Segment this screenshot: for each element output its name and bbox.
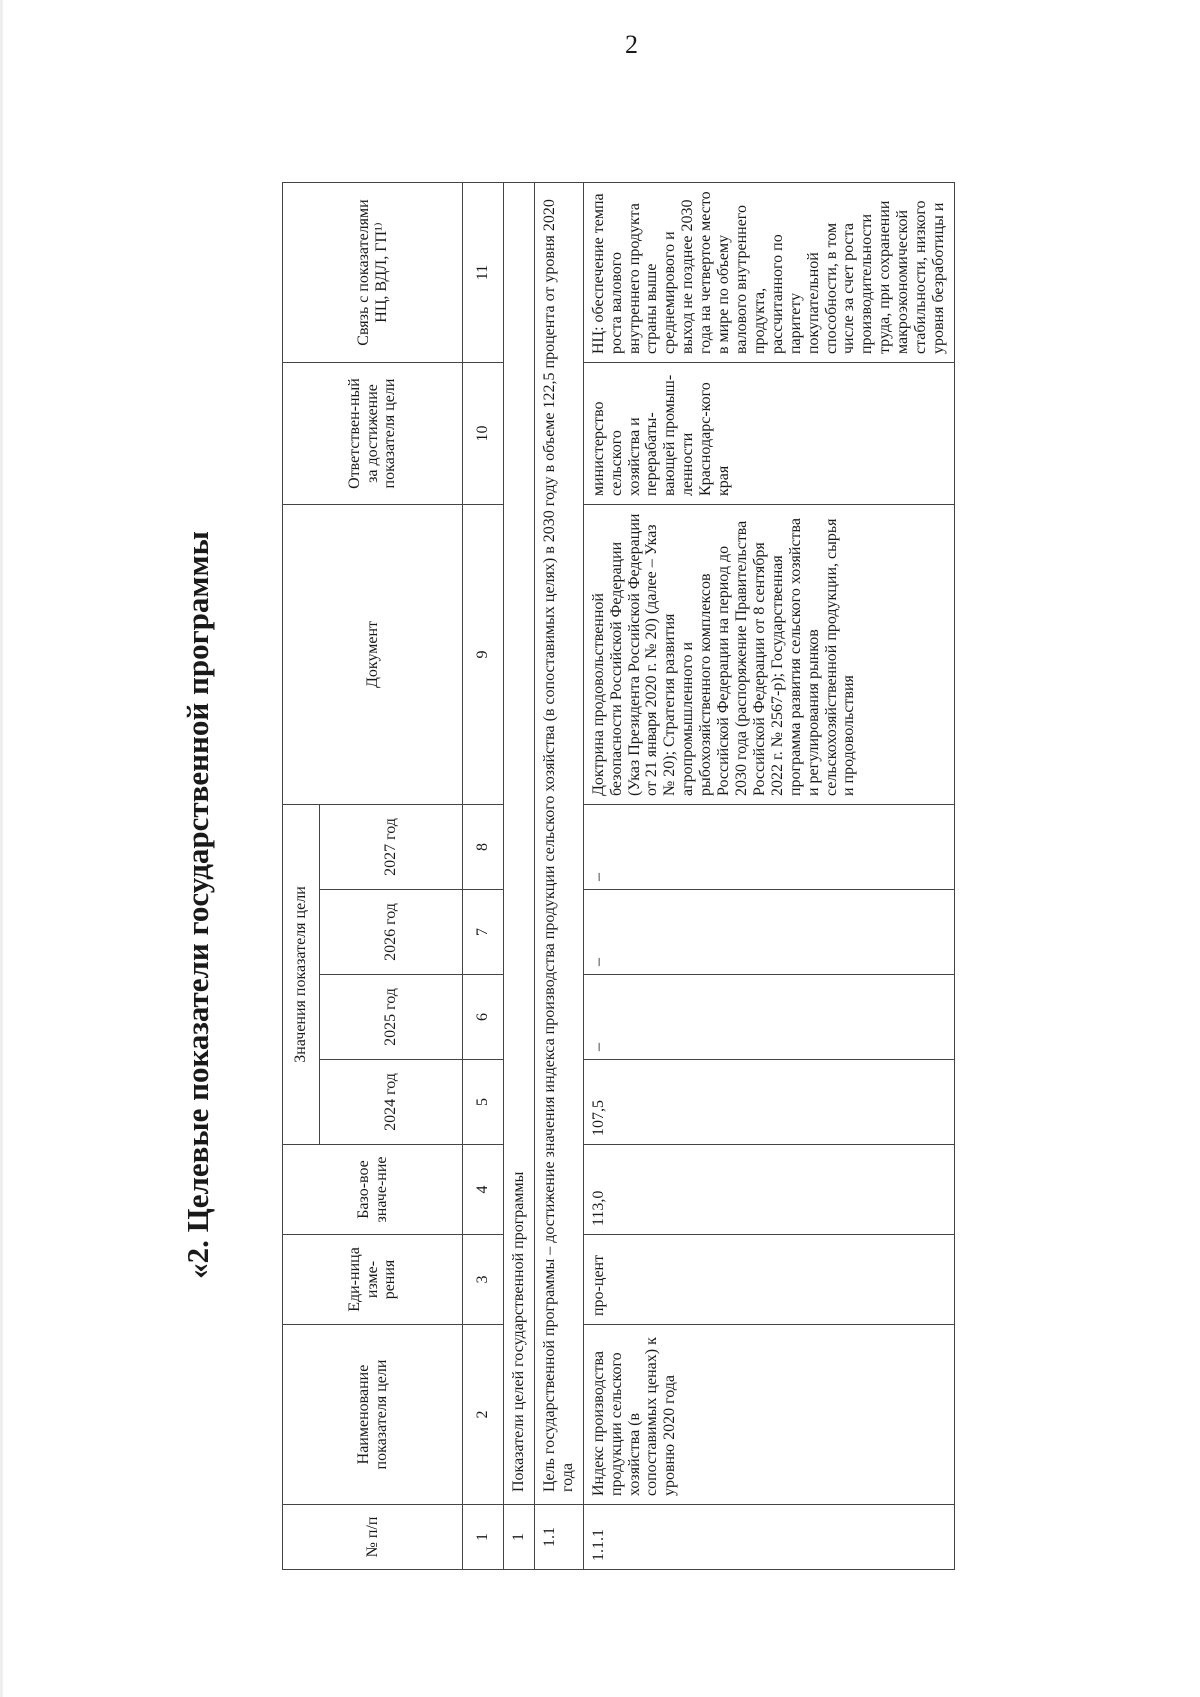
section-title: Показатели целей государственной программы xyxy=(504,183,535,1505)
header-year-2027: 2027 год xyxy=(320,805,463,890)
header-year-2026: 2026 год xyxy=(320,890,463,975)
table-row xyxy=(583,183,954,1570)
header-link: Связь с показателями НЦ, ВДЛ, ГП¹⁾ xyxy=(283,183,463,363)
header-name: Наименование показателя цели xyxy=(283,1325,463,1505)
header-num: № п/п xyxy=(283,1505,463,1570)
header-responsible: Ответствен-ный за достижение показателя цели xyxy=(283,363,463,505)
column-number-row xyxy=(463,183,504,1570)
row-value-2027: – xyxy=(583,805,954,890)
row-name: Индекс производства продукции сельского хозяйства (в сопоставимых ценах) к уровню 2020 года xyxy=(583,1325,954,1505)
column-number: 1 xyxy=(463,1505,504,1570)
column-number: 8 xyxy=(463,805,504,890)
row-responsible: министерство сельского хозяйства и перерабаты-вающей промыш-ленности Краснодарс-кого края xyxy=(583,363,954,505)
goal-row xyxy=(534,183,583,1570)
header-unit: Еди-ница изме-рения xyxy=(283,1235,463,1325)
rotated-page-content xyxy=(130,120,1070,1570)
row-value-2025: – xyxy=(583,975,954,1060)
column-number: 7 xyxy=(463,890,504,975)
row-document: Доктрина продовольственной безопасности Российской Федерации (Указ Президента Российской Федерации от 21 января 2020 г. № 20) (далее – Указ № 20); Стратегия развития агропромышленного и рыбохозяйственного комплексов Российской Федерации на период до 2030 года (распоряжение Правительства Российской Федерации от 8 сентября 2022 г. № 2567-р); Государственная программа развития сельского хозяйства и регулирования рынков сельскохозяйственной продукции, сырья и продовольствия xyxy=(583,505,954,805)
row-num: 1.1.1 xyxy=(583,1505,954,1570)
targets-table xyxy=(282,182,955,1570)
header-document: Документ xyxy=(283,505,463,805)
section-num: 1 xyxy=(504,1505,535,1570)
header-base: Базо-вое значе-ние xyxy=(283,1145,463,1235)
row-value-2026: – xyxy=(583,890,954,975)
row-base-value: 113,0 xyxy=(583,1145,954,1235)
column-number: 10 xyxy=(463,363,504,505)
goal-num: 1.1 xyxy=(534,1505,583,1570)
page-title: «2. Целевые показатели государственной программы xyxy=(180,531,215,1279)
column-number: 11 xyxy=(463,183,504,363)
column-number: 3 xyxy=(463,1235,504,1325)
column-number: 9 xyxy=(463,505,504,805)
row-unit: про-цент xyxy=(583,1235,954,1325)
header-year-2025: 2025 год xyxy=(320,975,463,1060)
section-row xyxy=(504,183,535,1570)
scan-edge xyxy=(0,0,3,1697)
column-number: 6 xyxy=(463,975,504,1060)
row-link: НЦ: обеспечение темпа роста валового внутреннего продукта страны выше среднемирового и выход не позднее 2030 года на четвертое место в мире по объему валового внутреннего продукта, рассчитанного по паритету покупательной способности, в том числе за счет роста производительности труда, при сохранении макроэкономической стабильности, низкого уровня безработицы и xyxy=(583,183,954,363)
column-number: 4 xyxy=(463,1145,504,1235)
row-value-2024: 107,5 xyxy=(583,1060,954,1145)
column-number: 2 xyxy=(463,1325,504,1505)
column-number: 5 xyxy=(463,1060,504,1145)
header-values-group: Значения показателя цели xyxy=(283,805,320,1145)
page-number: 2 xyxy=(625,30,638,59)
goal-text: Цель государственной программы – достижение значения индекса производства продукции сельского хозяйства (в сопоставимых целях) в 2030 году в объеме 122,5 процента от уровня 2020 года xyxy=(534,183,583,1505)
header-year-2024: 2024 год xyxy=(320,1060,463,1145)
